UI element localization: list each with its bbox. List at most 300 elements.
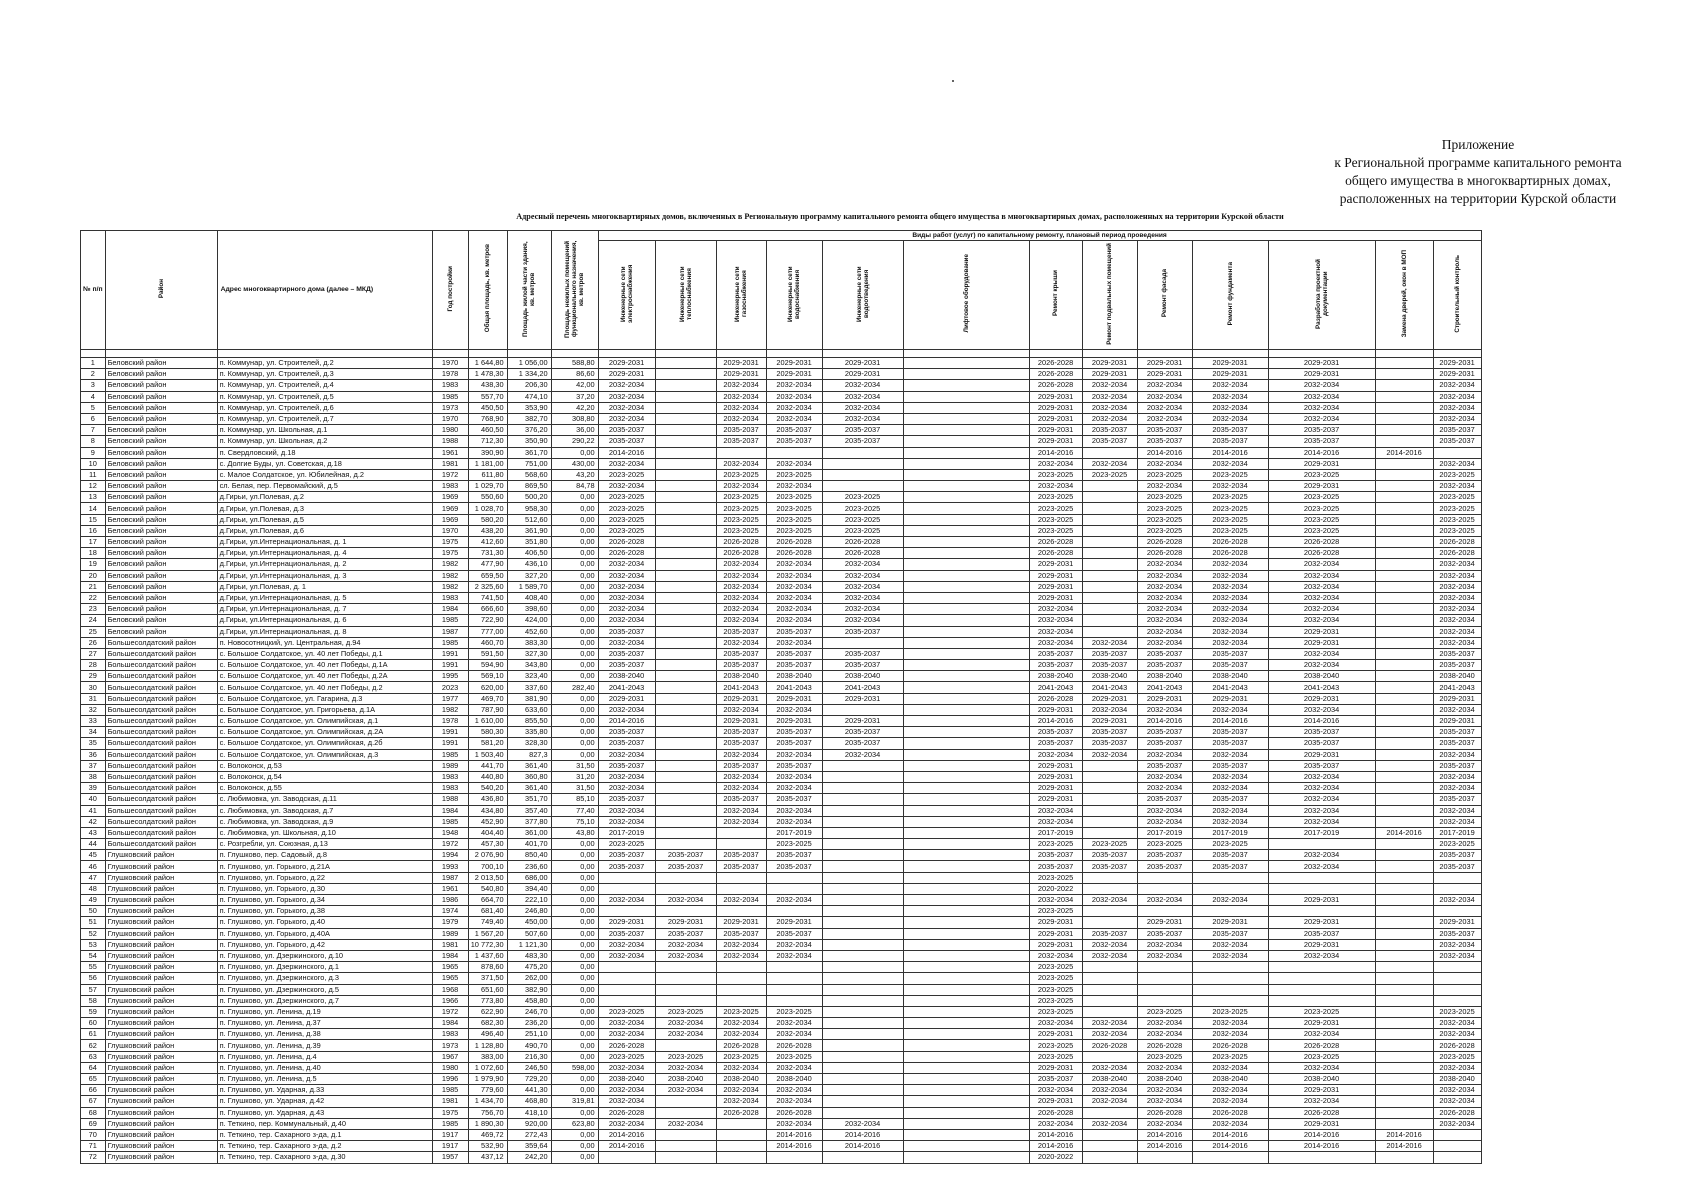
cell-electric-period: 2032-2034 [598,604,655,615]
cell-total-area: 1 478,30 [468,369,507,380]
cell-gas-period: 2035-2037 [716,727,766,738]
cell-address: д.Гирьи, ул.Интернациональная, д. 6 [217,615,432,626]
cell-basement-period [1082,760,1137,771]
cell-basement-period: 2032-2034 [1082,458,1137,469]
cell-lift-period [903,481,1029,492]
cell-heat-period [655,906,716,917]
cell-living-area: 450,00 [507,917,551,928]
cell-roof-period: 2023-2025 [1029,872,1082,883]
cell-lift-period [903,425,1029,436]
col-header-sewer: Инженерные сети водоотведения [822,241,903,350]
cell-foundation-period: 2035-2037 [1192,861,1268,872]
table-row [81,671,1482,682]
cell-electric-period: 2029-2031 [598,358,655,369]
cell-lift-period [903,1040,1029,1051]
cell-design-period: 2032-2034 [1268,391,1375,402]
table-row [81,973,1482,984]
cell-address: п. Глушково, ул. Дзержинского, д.10 [217,950,432,961]
cell-water-period: 2035-2037 [766,760,822,771]
cell-design-period [1268,883,1375,894]
cell-facade-period: 2035-2037 [1137,928,1192,939]
cell-year-built: 1981 [432,939,468,950]
cell-row-number: 22 [81,592,106,603]
cell-doors-period [1375,1085,1433,1096]
cell-design-period [1268,839,1375,850]
cell-total-area: 469,72 [468,1129,507,1140]
cell-water-period: 2032-2034 [766,771,822,782]
cell-total-area: 712,30 [468,436,507,447]
cell-lift-period [903,872,1029,883]
cell-electric-period: 2032-2034 [598,1018,655,1029]
cell-electric-period: 2035-2037 [598,850,655,861]
cell-basement-period: 2032-2034 [1082,391,1137,402]
cell-electric-period [598,1152,655,1163]
cell-sewer-period [822,973,903,984]
cell-basement-period [1082,995,1137,1006]
cell-foundation-period: 2032-2034 [1192,481,1268,492]
cell-nonresidential-area: 0,00 [551,537,598,548]
cell-electric-period [598,995,655,1006]
cell-water-period: 2032-2034 [766,783,822,794]
cell-district: Большесолдатский район [105,760,217,771]
cell-electric-period: 2014-2016 [598,716,655,727]
table-row [81,358,1482,369]
cell-water-period: 2032-2034 [766,380,822,391]
cell-gas-period: 2032-2034 [716,1096,766,1107]
cell-address: п. Глушково, ул. Горького, д.30 [217,883,432,894]
cell-living-area: 361,90 [507,525,551,536]
cell-control-period: 2032-2034 [1433,380,1481,391]
cell-roof-period: 2029-2031 [1029,559,1082,570]
cell-heat-period [655,369,716,380]
cell-control-period: 2032-2034 [1433,1085,1481,1096]
cell-living-area: 1 334,20 [507,369,551,380]
table-row [81,816,1482,827]
col-header-year: Год постройки [432,231,468,350]
cell-year-built: 1994 [432,850,468,861]
cell-nonresidential-area: 0,00 [551,503,598,514]
cell-design-period [1268,906,1375,917]
cell-water-period: 2023-2025 [766,503,822,514]
cell-row-number: 70 [81,1129,106,1140]
cell-basement-period: 2032-2034 [1082,1062,1137,1073]
cell-year-built: 1982 [432,581,468,592]
cell-district: Беловский район [105,358,217,369]
cell-row-number: 26 [81,637,106,648]
cell-design-period: 2032-2034 [1268,660,1375,671]
cell-control-period [1433,973,1481,984]
cell-district: Беловский район [105,503,217,514]
cell-nonresidential-area: 37,20 [551,391,598,402]
cell-water-period: 2032-2034 [766,895,822,906]
cell-doors-period [1375,436,1433,447]
cell-facade-period: 2029-2031 [1137,369,1192,380]
cell-doors-period [1375,626,1433,637]
cell-address: д.Гирьи, ул.Полевая, д.3 [217,503,432,514]
cell-total-area: 1 644,80 [468,358,507,369]
cell-design-period: 2029-2031 [1268,939,1375,950]
cell-water-period: 2035-2037 [766,425,822,436]
cell-heat-period [655,358,716,369]
cell-gas-period: 2032-2034 [716,783,766,794]
cell-nonresidential-area: 282,40 [551,682,598,693]
col-header-num: № п/п [81,231,106,350]
cell-address: с. Любимовка, ул. Школьная, д.10 [217,827,432,838]
cell-design-period: 2014-2016 [1268,447,1375,458]
cell-design-period: 2017-2019 [1268,827,1375,838]
table-row [81,738,1482,749]
cell-roof-period: 2032-2034 [1029,950,1082,961]
cell-lift-period [903,469,1029,480]
cell-electric-period: 2032-2034 [598,749,655,760]
cell-gas-period: 2032-2034 [716,749,766,760]
cell-gas-period: 2032-2034 [716,637,766,648]
cell-year-built: 1917 [432,1141,468,1152]
cell-design-period: 2029-2031 [1268,626,1375,637]
cell-year-built: 1975 [432,548,468,559]
cell-sewer-period [822,816,903,827]
cell-year-built: 1979 [432,917,468,928]
cell-control-period: 2032-2034 [1433,1118,1481,1129]
cell-facade-period: 2023-2025 [1137,514,1192,525]
cell-sewer-period [822,928,903,939]
cell-nonresidential-area: 0,00 [551,850,598,861]
cell-district: Большесолдатский район [105,749,217,760]
cell-doors-period [1375,1040,1433,1051]
cell-living-area: 236,20 [507,1018,551,1029]
table-row [81,481,1482,492]
cell-nonresidential-area: 0,00 [551,872,598,883]
cell-nonresidential-area: 42,20 [551,402,598,413]
cell-roof-period: 2023-2025 [1029,995,1082,1006]
cell-total-area: 722,90 [468,615,507,626]
cell-facade-period: 2023-2025 [1137,525,1192,536]
cell-lift-period [903,402,1029,413]
cell-foundation-period: 2032-2034 [1192,805,1268,816]
cell-design-period: 2035-2037 [1268,738,1375,749]
cell-total-area: 457,30 [468,839,507,850]
cell-roof-period: 2035-2037 [1029,1074,1082,1085]
cell-living-area: 242,20 [507,1152,551,1163]
cell-roof-period: 2029-2031 [1029,760,1082,771]
cell-district: Беловский район [105,548,217,559]
cell-heat-period: 2032-2034 [655,895,716,906]
cell-district: Глушковский район [105,850,217,861]
cell-control-period: 2026-2028 [1433,1107,1481,1118]
cell-basement-period [1082,492,1137,503]
table-row [81,592,1482,603]
cell-heat-period [655,570,716,581]
cell-basement-period [1082,537,1137,548]
cell-nonresidential-area: 85,10 [551,794,598,805]
cell-electric-period: 2023-2025 [598,503,655,514]
cell-roof-period: 2014-2016 [1029,447,1082,458]
cell-lift-period [903,727,1029,738]
cell-living-area: 394,40 [507,883,551,894]
cell-row-number: 37 [81,760,106,771]
cell-year-built: 1965 [432,962,468,973]
cell-address: п. Глушково, ул. Ленина, д.5 [217,1074,432,1085]
cell-water-period: 2032-2034 [766,615,822,626]
cell-year-built: 1978 [432,369,468,380]
cell-doors-period [1375,559,1433,570]
cell-heat-period [655,760,716,771]
cell-facade-period: 2035-2037 [1137,861,1192,872]
cell-control-period: 2032-2034 [1433,637,1481,648]
cell-foundation-period: 2032-2034 [1192,1062,1268,1073]
cell-water-period [766,447,822,458]
cell-district: Беловский район [105,402,217,413]
cell-roof-period: 2035-2037 [1029,648,1082,659]
table-body [81,350,1482,1164]
cell-row-number: 29 [81,671,106,682]
cell-water-period: 2035-2037 [766,660,822,671]
cell-doors-period [1375,1152,1433,1163]
cell-water-period: 2035-2037 [766,738,822,749]
cell-row-number: 47 [81,872,106,883]
cell-row-number: 8 [81,436,106,447]
cell-total-area: 1 567,20 [468,928,507,939]
cell-water-period: 2035-2037 [766,436,822,447]
table-row [81,615,1482,626]
cell-facade-period: 2023-2025 [1137,1006,1192,1017]
table-row [81,537,1482,548]
cell-roof-period: 2032-2034 [1029,816,1082,827]
cell-gas-period: 2029-2031 [716,369,766,380]
cell-sewer-period [822,469,903,480]
cell-water-period: 2023-2025 [766,1006,822,1017]
cell-nonresidential-area: 308,80 [551,413,598,424]
cell-water-period: 2032-2034 [766,559,822,570]
cell-roof-period: 2026-2028 [1029,548,1082,559]
cell-electric-period: 2023-2025 [598,839,655,850]
cell-electric-period: 2026-2028 [598,537,655,548]
cell-lift-period [903,1062,1029,1073]
cell-living-area: 418,10 [507,1107,551,1118]
cell-address: д.Гирьи, ул.Полевая, д. 1 [217,581,432,592]
cell-electric-period: 2032-2034 [598,380,655,391]
appendix-heading [1328,136,1628,208]
cell-total-area: 10 772,30 [468,939,507,950]
cell-basement-period: 2032-2034 [1082,1085,1137,1096]
cell-water-period: 2032-2034 [766,1118,822,1129]
cell-electric-period [598,906,655,917]
cell-electric-period: 2032-2034 [598,1096,655,1107]
table-row [81,660,1482,671]
cell-heat-period [655,514,716,525]
cell-control-period: 2032-2034 [1433,391,1481,402]
cell-doors-period [1375,592,1433,603]
cell-design-period: 2023-2025 [1268,469,1375,480]
cell-doors-period [1375,1062,1433,1073]
cell-heat-period [655,413,716,424]
cell-design-period: 2029-2031 [1268,749,1375,760]
cell-address: с. Волоконск, д.53 [217,760,432,771]
cell-address: д.Гирьи, ул.Интернациональная, д. 2 [217,559,432,570]
cell-total-area: 1 979,90 [468,1074,507,1085]
cell-living-area: 376,20 [507,425,551,436]
cell-district: Глушковский район [105,895,217,906]
cell-design-period: 2029-2031 [1268,637,1375,648]
cell-nonresidential-area: 43,80 [551,827,598,838]
cell-living-area: 351,70 [507,794,551,805]
cell-living-area: 251,10 [507,1029,551,1040]
cell-electric-period: 2035-2037 [598,738,655,749]
cell-living-area: 424,00 [507,615,551,626]
cell-gas-period [716,1129,766,1140]
cell-facade-period [1137,906,1192,917]
cell-address: с. Большое Солдатское, ул. Олимпийская, д.2А [217,727,432,738]
cell-sewer-period: 2035-2037 [822,626,903,637]
cell-living-area: 323,40 [507,671,551,682]
cell-electric-period: 2032-2034 [598,458,655,469]
cell-basement-period: 2029-2031 [1082,358,1137,369]
cell-heat-period: 2032-2034 [655,950,716,961]
cell-address: с. Большое Солдатское, ул. Олимпийская, д.2б [217,738,432,749]
cell-gas-period: 2032-2034 [716,481,766,492]
cell-doors-period [1375,481,1433,492]
cell-sewer-period [822,1040,903,1051]
cell-doors-period [1375,816,1433,827]
cell-foundation-period [1192,962,1268,973]
cell-heat-period [655,816,716,827]
cell-year-built: 1991 [432,738,468,749]
cell-row-number: 68 [81,1107,106,1118]
cell-total-area: 532,90 [468,1141,507,1152]
cell-total-area: 622,90 [468,1006,507,1017]
cell-living-area: 351,80 [507,537,551,548]
col-header-works-group: Виды работ (услуг) по капитальному ремонту, плановый период проведения [598,231,1481,241]
cell-doors-period [1375,950,1433,961]
table-row [81,637,1482,648]
cell-district: Глушковский район [105,1051,217,1062]
cell-row-number: 14 [81,503,106,514]
cell-roof-period: 2026-2028 [1029,693,1082,704]
cell-doors-period [1375,895,1433,906]
cell-district: Беловский район [105,559,217,570]
cell-nonresidential-area: 43,20 [551,469,598,480]
cell-foundation-period [1192,883,1268,894]
cell-facade-period: 2032-2034 [1137,771,1192,782]
cell-electric-period: 2032-2034 [598,895,655,906]
cell-address: п. Глушково, ул. Горького, д.40А [217,928,432,939]
cell-year-built: 1995 [432,671,468,682]
cell-facade-period: 2023-2025 [1137,1051,1192,1062]
cell-control-period [1433,872,1481,883]
cell-total-area: 550,60 [468,492,507,503]
cell-nonresidential-area: 0,00 [551,592,598,603]
cell-nonresidential-area: 430,00 [551,458,598,469]
cell-electric-period: 2032-2034 [598,939,655,950]
cell-roof-period: 2035-2037 [1029,738,1082,749]
cell-doors-period [1375,738,1433,749]
cell-year-built: 1973 [432,402,468,413]
cell-basement-period [1082,1107,1137,1118]
cell-nonresidential-area: 0,00 [551,1051,598,1062]
cell-nonresidential-area: 0,00 [551,704,598,715]
cell-facade-period: 2032-2034 [1137,805,1192,816]
cell-basement-period: 2032-2034 [1082,950,1137,961]
cell-district: Беловский район [105,425,217,436]
cell-doors-period [1375,1018,1433,1029]
cell-sewer-period [822,1085,903,1096]
cell-control-period: 2032-2034 [1433,816,1481,827]
cell-roof-period: 2029-2031 [1029,592,1082,603]
cell-total-area: 1 181,00 [468,458,507,469]
cell-district: Беловский район [105,369,217,380]
cell-facade-period: 2032-2034 [1137,626,1192,637]
cell-lift-period [903,1085,1029,1096]
cell-basement-period: 2035-2037 [1082,436,1137,447]
cell-facade-period: 2032-2034 [1137,1085,1192,1096]
cell-water-period: 2023-2025 [766,525,822,536]
cell-water-period: 2038-2040 [766,1074,822,1085]
cell-roof-period: 2026-2028 [1029,380,1082,391]
cell-doors-period [1375,1107,1433,1118]
cell-control-period: 2023-2025 [1433,839,1481,850]
cell-row-number: 25 [81,626,106,637]
cell-district: Глушковский район [105,883,217,894]
cell-gas-period: 2029-2031 [716,693,766,704]
table-row [81,525,1482,536]
cell-control-period: 2032-2034 [1433,704,1481,715]
table-row [81,727,1482,738]
cell-gas-period: 2038-2040 [716,1074,766,1085]
cell-gas-period: 2026-2028 [716,537,766,548]
cell-gas-period: 2032-2034 [716,1085,766,1096]
cell-row-number: 18 [81,548,106,559]
cell-living-area: 441,30 [507,1085,551,1096]
cell-gas-period: 2035-2037 [716,436,766,447]
cell-doors-period [1375,839,1433,850]
cell-sewer-period [822,1029,903,1040]
cell-total-area: 741,50 [468,592,507,603]
cell-row-number: 63 [81,1051,106,1062]
cell-row-number: 64 [81,1062,106,1073]
table-row [81,469,1482,480]
cell-foundation-period: 2014-2016 [1192,1129,1268,1140]
table-row [81,1062,1482,1073]
cell-foundation-period: 2032-2034 [1192,402,1268,413]
cell-roof-period: 2029-2031 [1029,794,1082,805]
cell-lift-period [903,525,1029,536]
cell-year-built: 1961 [432,883,468,894]
cell-address: п. Коммунар, ул. Строителей, д.6 [217,402,432,413]
cell-sewer-period: 2032-2034 [822,604,903,615]
cell-year-built: 1970 [432,413,468,424]
cell-electric-period: 2032-2034 [598,391,655,402]
cell-control-period: 2017-2019 [1433,827,1481,838]
cell-total-area: 777,00 [468,626,507,637]
cell-electric-period: 2035-2037 [598,425,655,436]
col-header-basement: Ремонт подвальных помещений [1082,241,1137,350]
cell-total-area: 591,50 [468,648,507,659]
cell-lift-period [903,369,1029,380]
cell-address: д.Гирьи, ул.Интернациональная, д. 1 [217,537,432,548]
cell-doors-period [1375,604,1433,615]
cell-lift-period [903,1006,1029,1017]
cell-basement-period: 2032-2034 [1082,749,1137,760]
cell-total-area: 651,60 [468,984,507,995]
cell-doors-period [1375,660,1433,671]
cell-doors-period [1375,380,1433,391]
cell-control-period: 2032-2034 [1433,592,1481,603]
table-row [81,1051,1482,1062]
cell-lift-period [903,1074,1029,1085]
cell-doors-period [1375,962,1433,973]
cell-facade-period [1137,973,1192,984]
cell-living-area: 206,30 [507,380,551,391]
